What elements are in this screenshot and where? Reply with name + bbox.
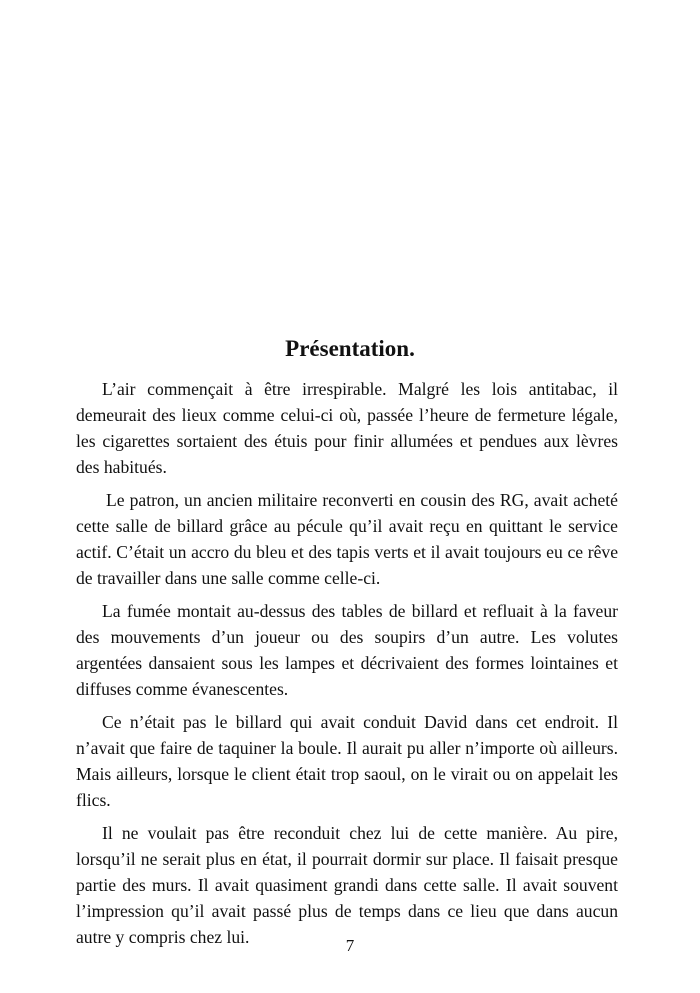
chapter-body bbox=[76, 376, 618, 957]
paragraph-1: L’air commençait à être irrespirable. Malgré les lois antitabac, il demeurait des lieux comme celui-ci où, passée l’heure de fermeture légale, les cigarettes sortaient des étuis pour finir allumées et pendues aux lèvres des habitués. bbox=[76, 379, 618, 477]
page-number: 7 bbox=[345, 936, 355, 955]
chapter-title: Présentation. bbox=[285, 336, 415, 361]
paragraph-4: Ce n’était pas le billard qui avait conduit David dans cet endroit. Il n’avait que faire de taquiner la boule. Il aurait pu aller n’importe où ailleurs. Mais ailleurs, lorsque le client était trop saoul, on le virait ou on appelait les flics. bbox=[76, 712, 618, 810]
paragraph-2: Le patron, un ancien militaire reconverti en cousin des RG, avait acheté cette salle de billard grâce au pécule qu’il avait reçu en quittant le service actif. C’était un accro du bleu et des tapis verts et il avait toujours eu ce rêve de travailler dans une salle comme celle-ci. bbox=[76, 490, 618, 588]
paragraph-5: Il ne voulait pas être reconduit chez lui de cette manière. Au pire, lorsqu’il ne serait plus en état, il pourrait dormir sur place. Il faisait presque partie des murs. Il avait quasiment grandi dans cette salle. Il avait souvent l’impression qu’il avait passé plus de temps dans ce lieu que dans aucun autre y compris chez lui. bbox=[76, 823, 618, 947]
paragraph-3: La fumée montait au-dessus des tables de billard et refluait à la faveur des mouvements d’un joueur ou des soupirs d’un autre. Les volutes argentées dansaient sous les lampes et décrivaient des formes lointaines et diffuses comme évanescentes. bbox=[76, 601, 618, 699]
